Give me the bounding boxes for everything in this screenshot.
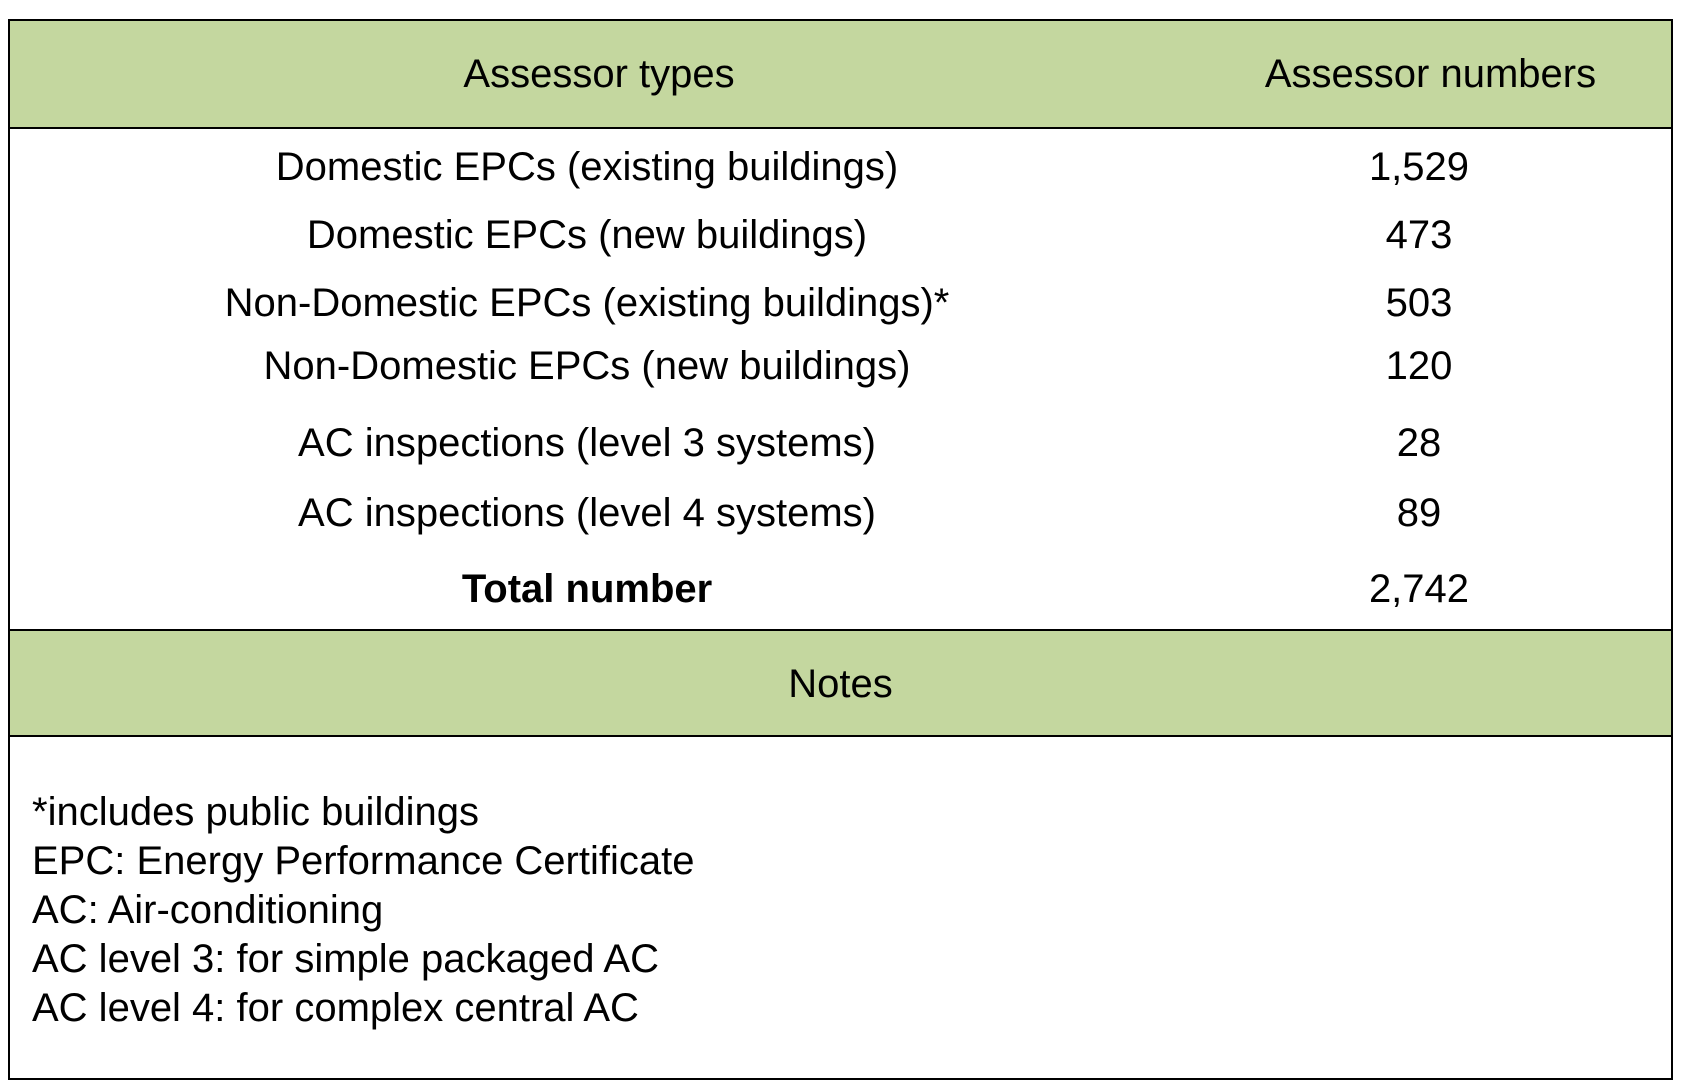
header-assessor-numbers: Assessor numbers xyxy=(1264,51,1597,96)
note-line: EPC: Energy Performance Certificate xyxy=(32,839,695,883)
table-row xyxy=(10,483,1671,543)
row-type: AC inspections (level 3 systems) xyxy=(298,420,876,465)
row-type: Domestic EPCs (new buildings) xyxy=(306,212,868,257)
notes-list xyxy=(32,788,694,1033)
table-row xyxy=(10,273,1671,333)
note-line: *includes public buildings xyxy=(32,790,479,834)
row-number: 89 xyxy=(1396,490,1442,535)
note-line: AC level 3: for simple packaged AC xyxy=(32,937,659,981)
row-type: AC inspections (level 4 systems) xyxy=(298,490,876,535)
row-number: 28 xyxy=(1396,420,1442,465)
total-value: 2,742 xyxy=(1368,566,1470,611)
table-row xyxy=(10,336,1671,396)
table-row xyxy=(10,137,1671,197)
row-number: 503 xyxy=(1385,280,1453,325)
table-row xyxy=(10,205,1671,265)
note-line: AC level 4: for complex central AC xyxy=(32,986,639,1030)
row-number: 473 xyxy=(1385,212,1453,257)
row-type: Non-Domestic EPCs (new buildings) xyxy=(263,343,911,388)
total-row xyxy=(10,559,1671,619)
table-row xyxy=(10,413,1671,473)
notes-title: Notes xyxy=(788,661,893,706)
row-type: Domestic EPCs (existing buildings) xyxy=(275,144,899,189)
total-label: Total number xyxy=(461,566,713,611)
row-type: Non-Domestic EPCs (existing buildings)* xyxy=(224,280,950,325)
assessor-table xyxy=(8,19,1673,1080)
note-line: AC: Air-conditioning xyxy=(32,888,384,932)
notes-header xyxy=(10,629,1671,737)
row-number: 1,529 xyxy=(1368,144,1470,189)
table-header xyxy=(10,21,1671,129)
header-assessor-types: Assessor types xyxy=(463,51,735,96)
row-number: 120 xyxy=(1385,343,1453,388)
